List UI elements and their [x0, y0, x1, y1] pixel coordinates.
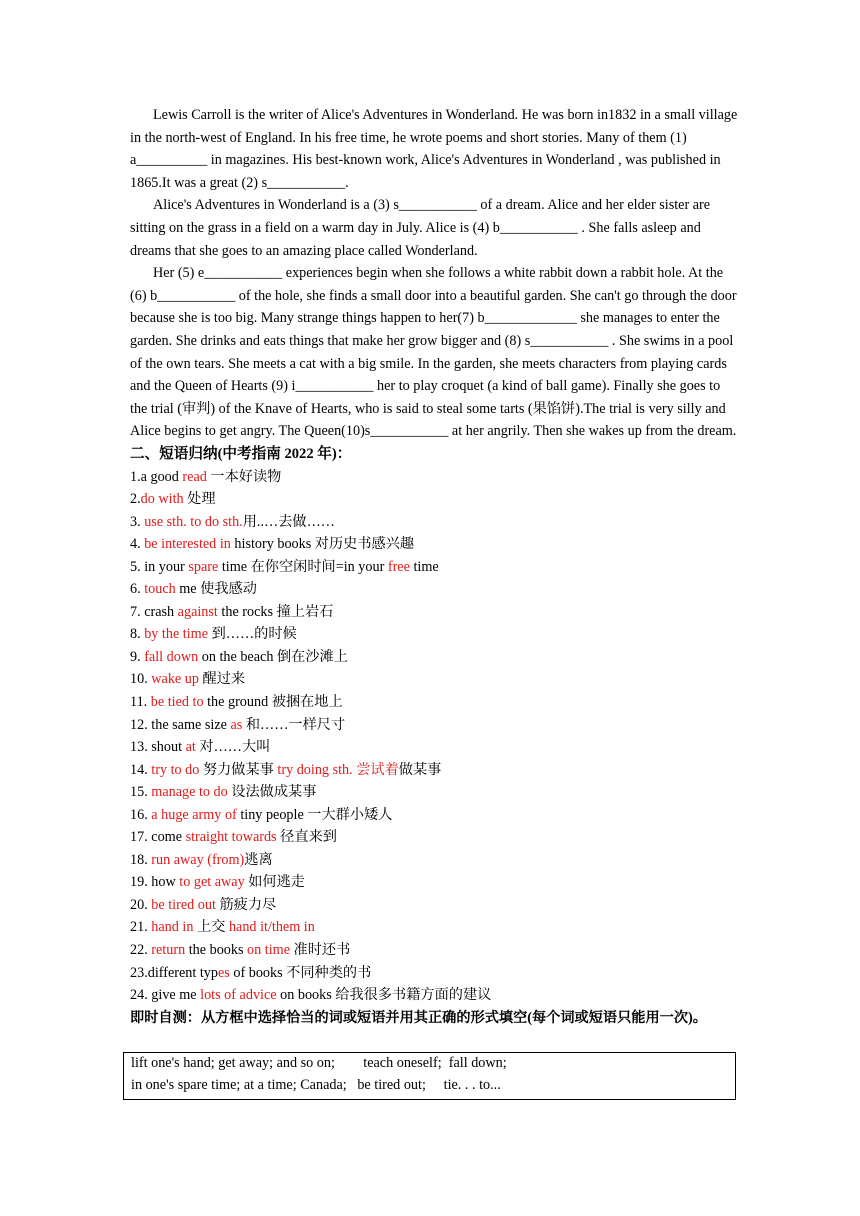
key-phrase: be tied to [150, 693, 204, 710]
passage-paragraph-1: Lewis Carroll is the writer of Alice's Adventures in Wonderland. He was born in1832 in a small village in the north-west of England. In his free time, he wrote poems and short stories. Many of them (1) a__________ in magazines. His best-known work, Alice's Adventures in Wonderland , was published in 1865.It was a great (2) s___________. [130, 107, 738, 191]
phrase-item [130, 826, 740, 849]
phrase-text: 12. the same size [130, 716, 231, 733]
phrase-item [130, 871, 740, 894]
key-phrase: fall down [144, 648, 199, 665]
phrase-text: 处理 [183, 491, 216, 508]
phrase-item [130, 511, 740, 534]
phrase-text: 逃离 [244, 851, 273, 868]
phrase-text: 用..…去做…… [242, 513, 335, 530]
phrase-item [130, 916, 740, 939]
section-title: 二、短语归纳(中考指南 2022 年)： [130, 445, 352, 462]
phrase-text: 一本好读物 [206, 468, 282, 485]
phrase-text: the ground 被捆在地上 [203, 693, 343, 710]
phrase-text: 努力做某事 [199, 761, 278, 778]
phrase-item [130, 714, 740, 737]
key-phrase: free [387, 558, 410, 575]
quiz-instructions: 即时自测：从方框中选择恰当的词或短语并用其正确的形式填空(每个词或短语只能用一次)。 [130, 1009, 707, 1026]
key-phrase: at [185, 739, 196, 756]
phrase-text: 做某事 [398, 761, 442, 778]
key-phrase: read [182, 468, 207, 485]
key-phrase: hand it/them in [228, 919, 315, 936]
phrase-text: on the beach 倒在沙滩上 [198, 648, 348, 665]
phrase-item [130, 849, 740, 872]
phrase-text: 醒过来 [198, 671, 246, 688]
key-phrase: be tired out [151, 896, 216, 913]
phrase-text: 16. [130, 806, 152, 823]
phrase-text: 7. crash [130, 603, 178, 620]
phrase-item [130, 894, 740, 917]
phrase-text: 20. [130, 896, 152, 913]
reading-passage [130, 104, 740, 443]
phrase-item [130, 759, 740, 782]
passage-paragraph-3: Her (5) e___________ experiences begin when she follows a white rabbit down a rabbit hole. At the (6) b___________ of the hole, she finds a small door into a beautiful garden. She can't go through the door because she is too big. Many strange things happen to her(7) b_____________ she manages to enter the garden. She drinks and eats things that make her grow bigger and (8) s___________ . She swims in a pool of the own tears. She meets a cat with a big smile. In the garden, she meets characters from playing cards and the Queen of Hearts (9) i___________ her to play croquet (a kind of ball game). Finally she goes to the trial (审判) of the Knave of Hearts, who is said to steal some tarts (果馅饼).The trial is very silly and Alice begins to get angry. The Queen(10)s___________ at her angrily. Then she wakes up from the dream. [130, 265, 737, 440]
key-phrase: es [218, 964, 230, 981]
phrase-item [130, 962, 740, 985]
phrase-text: 11. [130, 693, 151, 710]
phrase-text: 14. [130, 761, 152, 778]
key-phrase: spare [188, 558, 219, 575]
phrase-text: the books [185, 941, 248, 958]
phrase-text: 径直来到 [276, 829, 337, 846]
key-phrase: try to do [151, 761, 200, 778]
word-box-line-1: lift one's hand; get away; and so on; teach oneself; fall down; [131, 1055, 507, 1071]
phrase-text: me 使我感动 [175, 581, 257, 598]
phrase-text: 对……大叫 [195, 739, 271, 756]
phrase-text: 如何逃走 [244, 874, 305, 891]
phrase-text: tiny people 一大群小矮人 [236, 806, 393, 823]
phrase-text: 2. [130, 491, 141, 508]
phrase-list [130, 466, 740, 1007]
phrase-text: of books 不同种类的书 [229, 964, 372, 981]
phrase-text: 24. give me [130, 987, 201, 1004]
key-phrase: hand in [151, 919, 194, 936]
key-phrase: straight towards [185, 829, 277, 846]
phrase-text: 到……的时候 [208, 626, 297, 643]
key-phrase: against [177, 603, 218, 620]
phrase-text: 上交 [193, 919, 229, 936]
phrase-item [130, 623, 740, 646]
phrase-item [130, 556, 740, 579]
key-phrase: a huge army of [151, 806, 237, 823]
key-phrase: touch [144, 581, 176, 598]
phrase-text: 筋疲力尽 [215, 896, 277, 913]
key-phrase: by the time [144, 626, 209, 643]
phrase-text: 4. [130, 536, 145, 553]
word-box [123, 1052, 736, 1100]
key-phrase: be interested in [144, 536, 231, 553]
phrase-item [130, 804, 740, 827]
phrase-text: 15. [130, 784, 152, 801]
phrase-text: 准时还书 [290, 941, 351, 958]
phrase-item [130, 691, 740, 714]
phrase-text: 5. in your [130, 558, 189, 575]
phrase-text: 6. [130, 581, 145, 598]
phrase-text: 23.different typ [130, 964, 218, 981]
phrase-item [130, 736, 740, 759]
phrase-text: 9. [130, 648, 145, 665]
phrase-text: 8. [130, 626, 145, 643]
phrase-item [130, 984, 740, 1007]
phrase-text: 10. [130, 671, 152, 688]
phrase-text: history books 对历史书感兴趣 [230, 536, 415, 553]
key-phrase: do with [140, 491, 184, 508]
phrase-item [130, 781, 740, 804]
phrase-text: 13. shout [130, 739, 186, 756]
key-phrase: use sth. to do sth. [144, 513, 243, 530]
key-phrase: as [230, 716, 243, 733]
key-phrase: run away (from) [151, 851, 245, 868]
phrase-item [130, 488, 740, 511]
phrase-item [130, 668, 740, 691]
phrase-text: time [409, 558, 439, 575]
phrase-item [130, 466, 740, 489]
key-phrase: wake up [151, 671, 199, 688]
phrase-item [130, 601, 740, 624]
phrase-text: 19. how [130, 874, 180, 891]
key-phrase: to get away [179, 874, 245, 891]
passage-paragraph-2: Alice's Adventures in Wonderland is a (3) s___________ of a dream. Alice and her elder sister are sitting on the grass in a field on a warm day in July. Alice is (4) b___________ . She falls asleep and dreams that she goes to an amazing place called Wonderland. [130, 197, 711, 259]
phrase-text: 1.a good [130, 468, 183, 485]
phrase-text: 18. [130, 851, 152, 868]
key-phrase: lots of advice [200, 987, 277, 1004]
phrase-text: on books 给我很多书籍方面的建议 [276, 987, 492, 1004]
phrase-item [130, 646, 740, 669]
phrase-text: 和……一样尺寸 [242, 716, 346, 733]
key-phrase: try doing sth. 尝试着 [277, 761, 399, 778]
phrase-item [130, 533, 740, 556]
word-box-line-2: in one's spare time; at a time; Canada; be tired out; tie. . . to... [131, 1077, 501, 1093]
phrase-text: the rocks 撞上岩石 [217, 603, 334, 620]
phrase-text: 21. [130, 919, 152, 936]
phrase-item [130, 939, 740, 962]
key-phrase: on time [247, 941, 290, 958]
phrase-item [130, 578, 740, 601]
phrase-text: time 在你空闲时间=in your [218, 558, 388, 575]
worksheet-page [130, 104, 740, 1029]
phrase-text: 17. come [130, 829, 186, 846]
key-phrase: manage to do [151, 784, 228, 801]
phrase-text: 22. [130, 941, 152, 958]
phrase-text: 设法做成某事 [227, 784, 317, 801]
phrase-text: 3. [130, 513, 145, 530]
key-phrase: return [151, 941, 186, 958]
